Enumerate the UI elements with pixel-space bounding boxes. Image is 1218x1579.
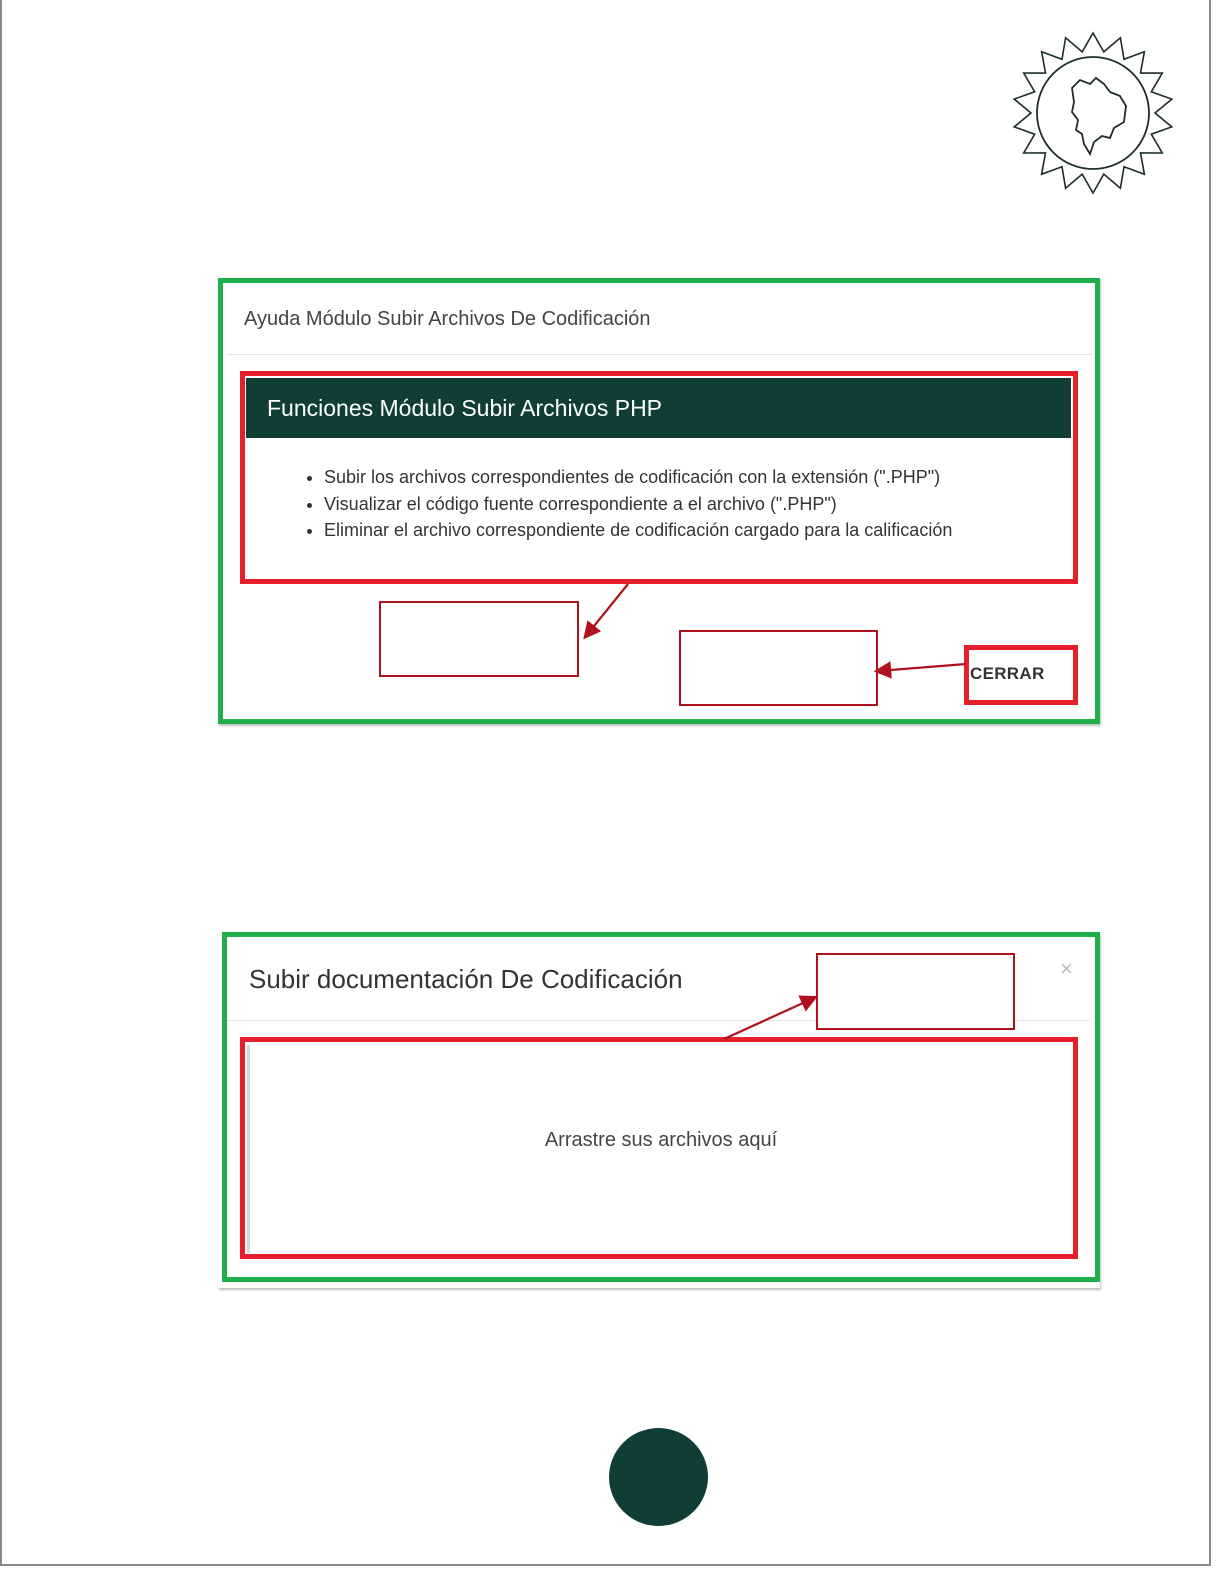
callout-box [379, 601, 579, 677]
upload-dialog-title: Subir documentación De Codificación [249, 964, 683, 994]
sun-seal-icon [1010, 30, 1176, 196]
callout-box [679, 630, 878, 706]
upload-dialog-screenshot [218, 932, 1100, 1288]
help-dialog-title: Ayuda Módulo Subir Archivos De Codificación [244, 308, 651, 330]
dialog-highlight [218, 278, 1100, 724]
help-dialog-screenshot [218, 278, 1100, 724]
callout-box [816, 953, 1015, 1030]
list-item: • Subir los archivos correspondientes de codificación con la extensión (".PHP") [324, 464, 952, 491]
dropzone-text: Arrastre sus archivos aquí [544, 1129, 778, 1151]
list-item: • Eliminar el archivo correspondiente de codificación cargado para la calificación [324, 517, 952, 544]
list-item: • Visualizar el código fuente correspondiente a el archivo (".PHP") [324, 491, 952, 518]
page-marker-circle [609, 1428, 708, 1526]
close-icon[interactable]: × [1060, 956, 1073, 981]
panel-header: Funciones Módulo Subir Archivos PHP [246, 378, 1071, 438]
close-button[interactable]: CERRAR [970, 664, 1045, 683]
